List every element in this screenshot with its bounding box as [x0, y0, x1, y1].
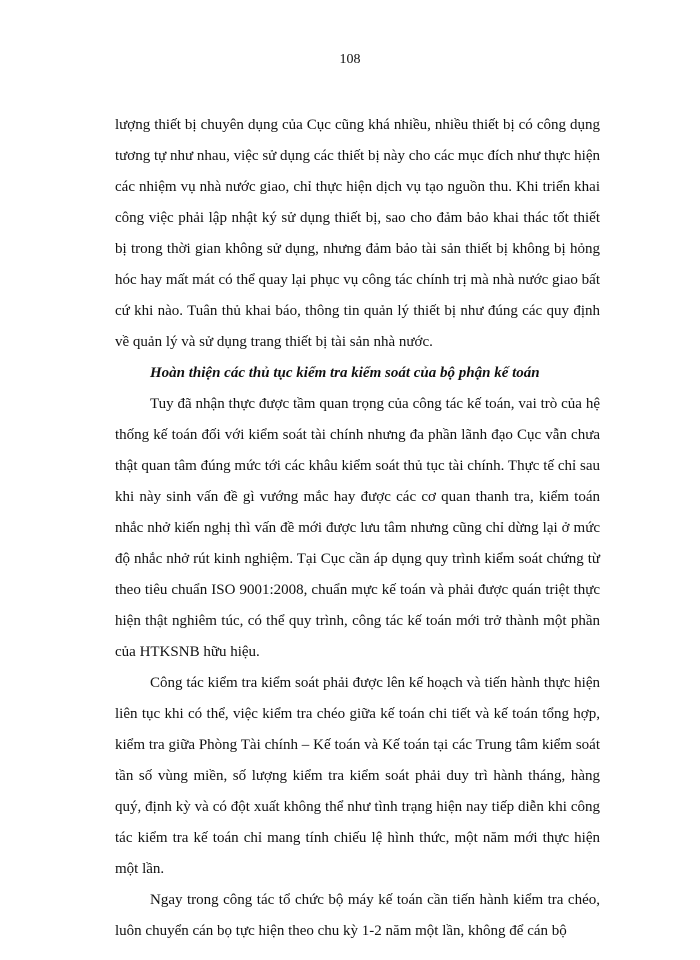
- section-heading: Hoàn thiện các thủ tục kiểm tra kiểm soát của bộ phận kế toán: [150, 365, 540, 381]
- paragraph-cross-checking: Ngay trong công tác tổ chức bộ máy kế toán cần tiến hành kiểm tra chéo, luôn chuyển cán bọ tực hiện theo chu kỳ 1-2 năm một lần, không để cán bộ: [115, 892, 600, 939]
- paragraph-inspection-planning: Công tác kiểm tra kiểm soát phải được lên kế hoạch và tiến hành thực hiện liên tục khi có thể, việc kiểm tra chéo giữa kế toán chi tiết và kế toán tổng hợp, kiểm tra giữa Phòng Tài chính – Kế toán và Kế toán tại các Trung tâm kiểm soát tần số vùng miền, số lượng kiểm tra kiểm soát phải duy trì hành tháng, hàng quý, định kỳ và có đột xuất không thể như tình trạng hiện nay tiếp diễn khi công tác kiểm tra kế toán chỉ mang tính chiếu lệ hình thức, một năm mới thực hiện một lần.: [115, 675, 600, 877]
- paragraph-equipment-usage: lượng thiết bị chuyên dụng của Cục cũng khá nhiều, nhiều thiết bị có công dụng tương tự như nhau, việc sử dụng các thiết bị này cho các mục đích như thực hiện các nhiệm vụ nhà nước giao, chỉ thực hiện dịch vụ tạo nguồn thu. Khi triển khai công việc phải lập nhật ký sử dụng thiết bị, sao cho đảm bảo khai thác tốt thiết bị trong thời gian không sử dụng, nhưng đảm bảo tài sản thiết bị không bị hỏng hóc hay mất mát có thể quay lại phục vụ công tác chính trị mà nhà nước giao bất cứ khi nào. Tuân thủ khai báo, thông tin quản lý thiết bị như đúng các quy định về quản lý và sử dụng trang thiết bị tài sản nhà nước.: [115, 117, 600, 350]
- page-number: 108: [339, 52, 361, 67]
- document-body: [115, 110, 600, 947]
- paragraph-accounting-importance: Tuy đã nhận thực được tầm quan trọng của công tác kế toán, vai trò của hệ thống kế toán đối với kiểm soát tài chính nhưng đa phần lãnh đạo Cục vẫn chưa thật quan tâm đúng mức tới các khâu kiểm soát thủ tục tài chính. Thực tế chỉ sau khi này sinh vấn đề gì vướng mắc hay được các cơ quan thanh tra, kiểm toán nhắc nhở kiến nghị thì vấn đề mới được lưu tâm nhưng cũng chỉ dừng lại ở mức độ nhắc nhở rút kinh nghiệm. Tại Cục cần áp dụng quy trình kiểm soát chứng từ theo tiêu chuẩn ISO 9001:2008, chuẩn mực kế toán và phải được quán triệt thực hiện thật nghiêm túc, có thể quy trình, công tác kế toán mới trở thành một phần của HTKSNB hữu hiệu.: [115, 396, 600, 660]
